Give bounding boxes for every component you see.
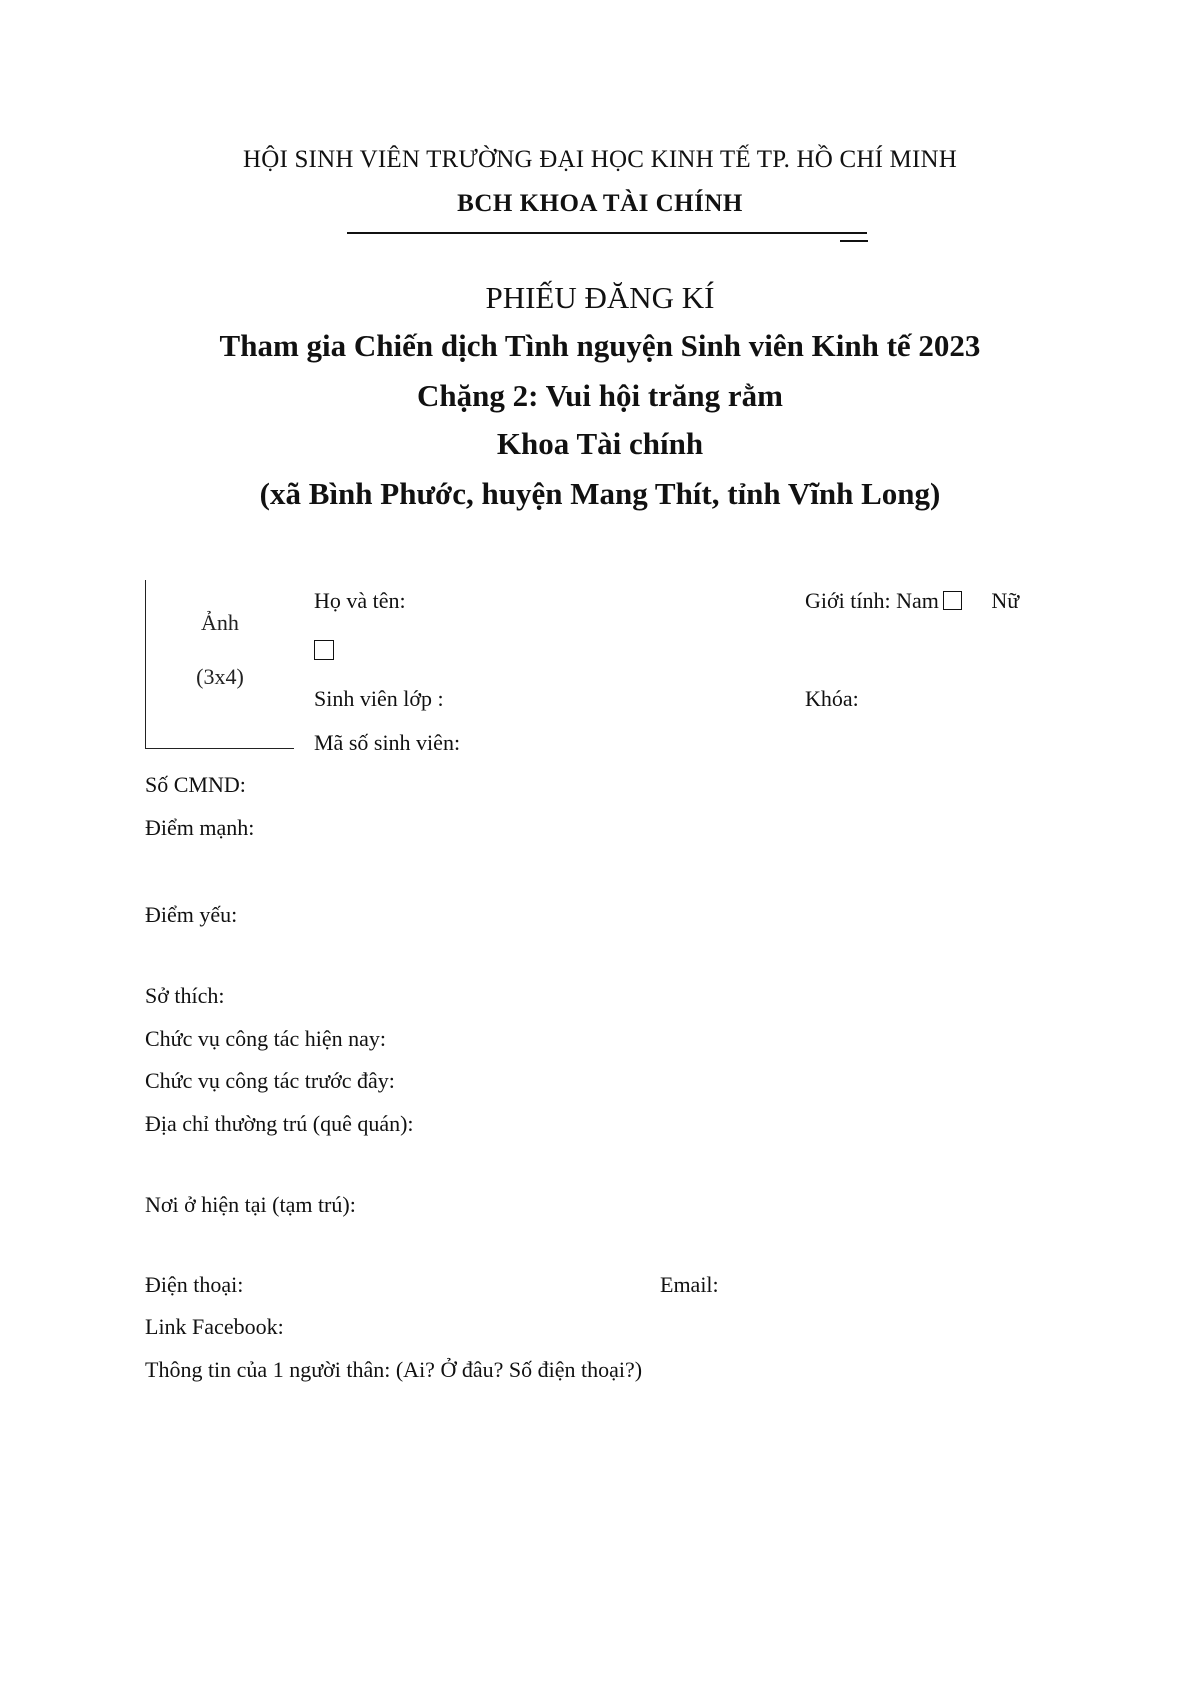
- id-card-field: Số CMND:: [145, 772, 246, 797]
- full-name-field: Họ và tên:: [314, 588, 406, 613]
- previous-position-field: Chức vụ công tác trước đây:: [145, 1068, 395, 1093]
- header-divider: [347, 232, 867, 234]
- photo-placeholder: [145, 580, 294, 749]
- form-subtitle-stage: Chặng 2: Vui hội trăng rằm: [416, 378, 784, 413]
- form-subtitle-campaign: Tham gia Chiến dịch Tình nguyện Sinh viên Kinh tế 2023: [219, 328, 981, 363]
- relative-info-field: Thông tin của 1 người thân: (Ai? Ở đâu? Số điện thoại?): [145, 1357, 643, 1382]
- department-name: BCH KHOA TÀI CHÍNH: [457, 190, 743, 217]
- gender-field: [805, 588, 1019, 614]
- gender-male-label: Giới tính: Nam: [805, 588, 939, 613]
- current-position-field: Chức vụ công tác hiện nay:: [145, 1026, 387, 1051]
- strengths-field: Điểm mạnh:: [145, 815, 255, 840]
- hobbies-field: Sở thích:: [145, 983, 225, 1008]
- gender-male-checkbox[interactable]: [943, 591, 962, 610]
- form-subtitle-location: (xã Bình Phước, huyện Mang Thít, tỉnh Vĩnh Long): [259, 476, 941, 511]
- form-title: PHIẾU ĐĂNG KÍ: [485, 280, 715, 315]
- permanent-address-field: Địa chỉ thường trú (quê quán):: [145, 1111, 414, 1136]
- weaknesses-field: Điểm yếu:: [145, 902, 238, 927]
- facebook-field: Link Facebook:: [145, 1314, 284, 1339]
- photo-label: Ảnh: [201, 610, 239, 635]
- header-divider-end: [840, 240, 868, 242]
- class-field: Sinh viên lớp :: [314, 686, 444, 711]
- email-field: Email:: [660, 1272, 719, 1297]
- gender-female-label: Nữ: [991, 588, 1020, 613]
- gender-female-checkbox[interactable]: [314, 640, 334, 660]
- form-subtitle-faculty: Khoa Tài chính: [496, 426, 704, 461]
- photo-size: (3x4): [196, 664, 244, 689]
- organization-name: HỘI SINH VIÊN TRƯỜNG ĐẠI HỌC KINH TẾ TP. HỒ CHÍ MINH: [242, 146, 958, 173]
- current-residence-field: Nơi ở hiện tại (tạm trú):: [145, 1192, 356, 1217]
- cohort-field: Khóa:: [805, 686, 859, 711]
- phone-field: Điện thoại:: [145, 1272, 244, 1297]
- student-id-field: Mã số sinh viên:: [314, 730, 461, 755]
